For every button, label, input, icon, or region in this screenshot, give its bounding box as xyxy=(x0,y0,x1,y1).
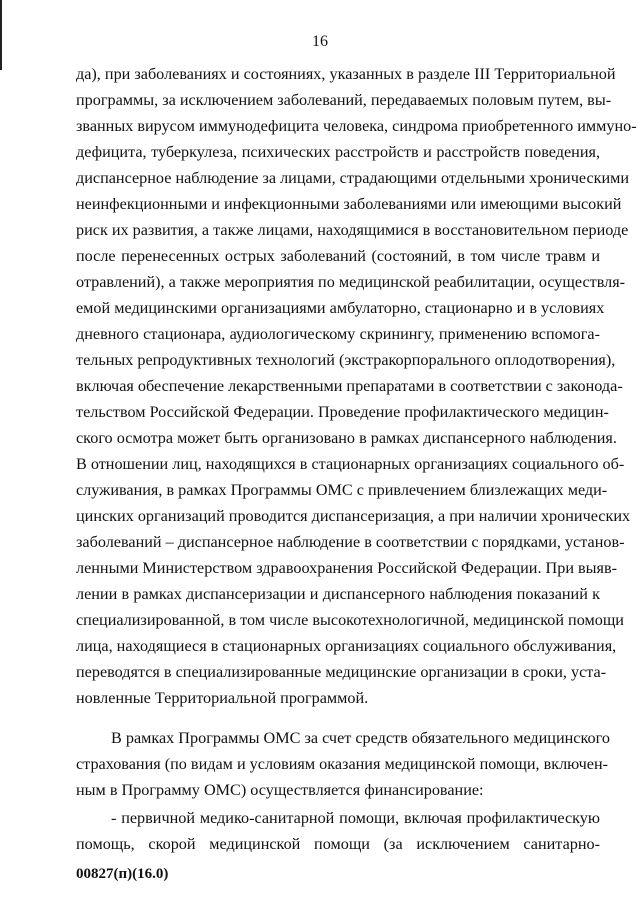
text-line: званных вирусом иммунодефицита человека, синдрома приобретенного иммуно- xyxy=(76,117,637,135)
text-line: новленные Территориальной программой. xyxy=(76,689,369,707)
text-line: неинфекционными и инфекционными заболеваниями или имеющими высокий xyxy=(76,195,622,213)
text-line: В отношении лиц, находящихся в стационарных организациях социального об- xyxy=(76,455,625,473)
text-line: да), при заболеваниях и состояниях, указанных в разделе III Территориальной xyxy=(76,65,616,83)
text-line: ского осмотра может быть организовано в рамках диспансерного наблюдения. xyxy=(76,429,617,447)
text-line: ленными Министерством здравоохранения Российской Федерации. При выяв- xyxy=(76,559,618,577)
text-line: помощь, скорой медицинской помощи (за исключением санитарно- xyxy=(76,835,600,853)
text-line: емой медицинскими организациями амбулаторно, стационарно и в условиях xyxy=(76,299,605,317)
text-line: страхования (по видам и условиям оказания медицинской помощи, включен- xyxy=(76,755,609,773)
text-line: служивания, в рамках Программы ОМС с привлечением близлежащих меди- xyxy=(76,481,608,499)
text-line: включая обеспечение лекарственными препаратами в соответствии с законода- xyxy=(76,377,623,395)
text-line: цинских организаций проводится диспансеризация, а при наличии хронических xyxy=(76,507,631,525)
text-line: тельных репродуктивных технологий (экстракорпорального оплодотворения), xyxy=(76,351,616,369)
text-line: риск их развития, а также лицами, находящимися в восстановительном периоде xyxy=(76,221,629,239)
text-line: В рамках Программы ОМС за счет средств обязательного медицинского xyxy=(111,729,610,747)
text-line: дневного стационара, аудиологическому скринингу, применению вспомога- xyxy=(76,325,600,343)
text-line: диспансерное наблюдение за лицами, страдающими отдельными хроническими xyxy=(76,169,630,187)
text-line: лении в рамках диспансеризации и диспансерного наблюдения показаний к xyxy=(76,585,600,603)
text-line: специализированной, в том числе высокотехнологичной, медицинской помощи xyxy=(76,611,624,629)
text-line: отравлений), а также мероприятия по медицинской реабилитации, осуществля- xyxy=(76,273,626,291)
text-line: тельством Российской Федерации. Проведение профилактического медицин- xyxy=(76,403,609,421)
text-line: лица, находящиеся в стационарных организациях социального обслуживания, xyxy=(76,637,617,655)
text-line: дефицита, туберкулеза, психических расстройств и расстройств поведения, xyxy=(76,143,600,161)
text-line: - первичной медико-санитарной помощи, включая профилактическую xyxy=(111,809,600,827)
page-number: 16 xyxy=(312,33,328,50)
text-line: после перенесенных острых заболеваний (состояний, в том числе травм и xyxy=(76,247,600,265)
text-line: переводятся в специализированные медицинские организации в сроки, уста- xyxy=(76,663,607,681)
text-line: программы, за исключением заболеваний, передаваемых половым путем, вы- xyxy=(76,91,612,109)
document-code: 00827(п)(16.0) xyxy=(76,866,169,882)
text-line: заболеваний – диспансерное наблюдение в соответствии с порядками, установ- xyxy=(76,533,625,551)
text-line: ным в Программу ОМС) осуществляется финансирование: xyxy=(76,781,484,799)
